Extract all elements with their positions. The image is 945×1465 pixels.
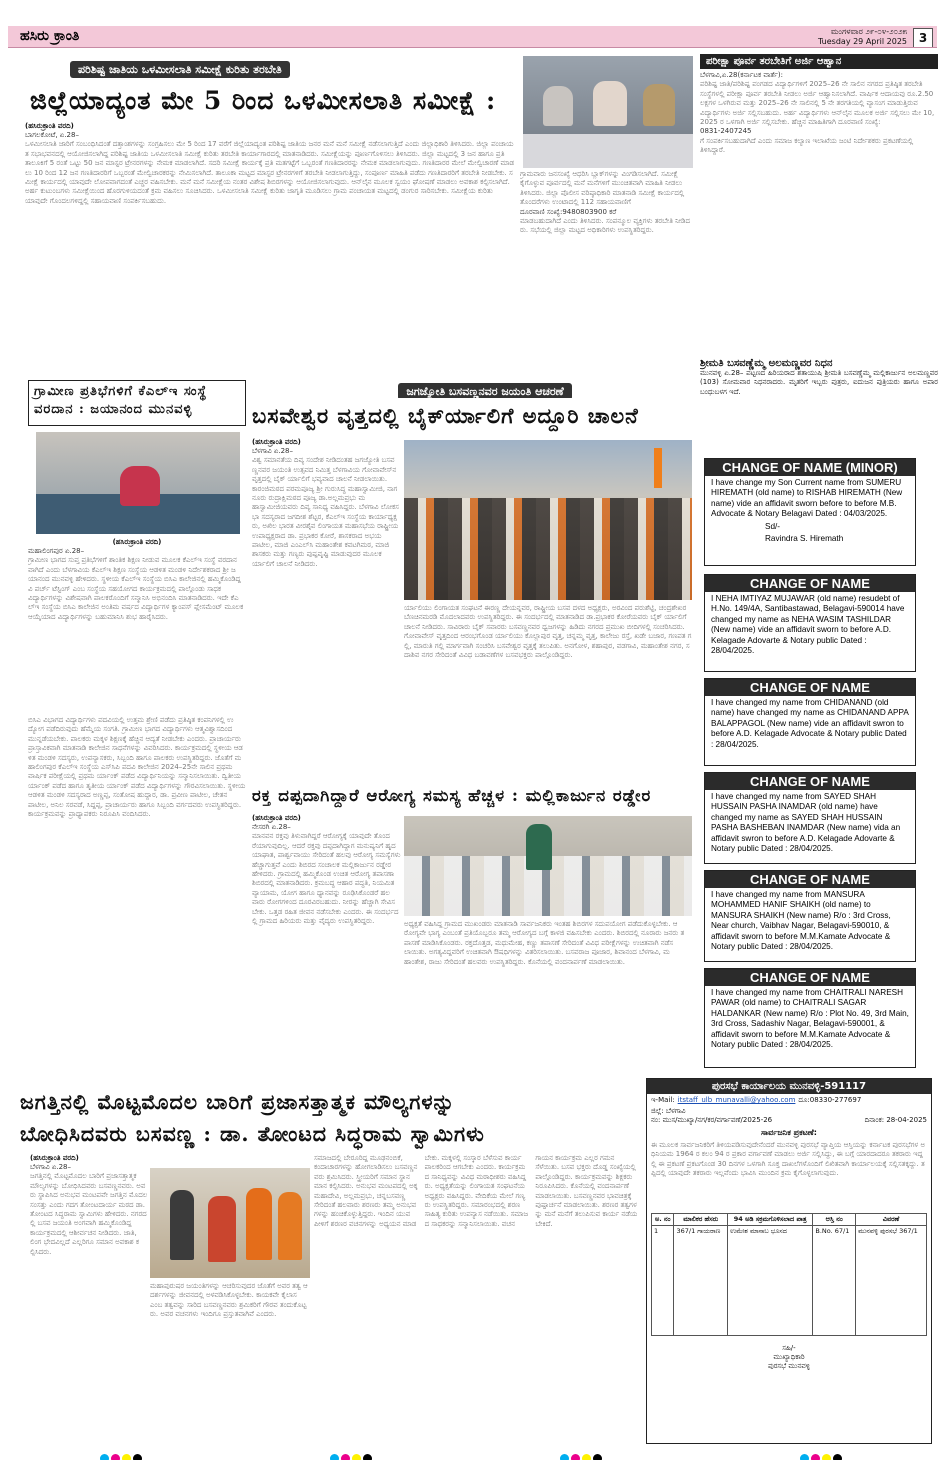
table-cell: B.No. 67/1 xyxy=(813,1226,856,1336)
municipal-date: ದಿನಾಂಕ: 28-04-2025 xyxy=(864,1116,927,1124)
black-dot xyxy=(833,1454,842,1460)
notice-3 xyxy=(704,772,916,864)
blood-headline: ರಕ್ತ ದಪ್ಪದಾಗಿದ್ದಾರೆ ಆರೋಗ್ಯ ಸಮಸ್ಯ ಹೆಚ್ಚಳ : ಮಲ್ಲಿಕಾರ್ಜುನ ರಡ್ಡೇರ xyxy=(252,786,652,805)
cyan-dot xyxy=(560,1454,569,1460)
rural-headline-box xyxy=(28,380,246,426)
table-cell: ಮುನವಳ್ಳಿ ಪುರಸಭೆ 367/1 xyxy=(856,1226,927,1336)
notice-0 xyxy=(704,458,916,566)
notice-title: CHANGE OF NAME xyxy=(705,773,915,790)
registration-marks xyxy=(800,1448,860,1460)
lead-body xyxy=(25,122,515,362)
black-dot xyxy=(133,1454,142,1460)
lead-dateline: ಬಾಗಲಕೋಟೆ, ಏ.28– xyxy=(25,131,79,139)
desk xyxy=(523,134,693,168)
rally-kicker-wrap xyxy=(320,380,650,398)
notice-title: CHANGE OF NAME xyxy=(705,969,915,986)
exam-dateline: ಬೆಳಗಾವಿ,ಏ.28(ಕರ್ನಾಟಕ ವಾರ್ತೆ): xyxy=(700,71,783,79)
basavanna-byline: (ಹಸಿರುಕ್ರಾಂತಿ ವರದಿ) xyxy=(30,1154,79,1162)
masthead-date xyxy=(818,27,907,47)
magenta-dot xyxy=(811,1454,820,1460)
blood-dateline: ನೇಸರಗಿ ಏ.28– xyxy=(252,823,291,831)
person-figure xyxy=(543,86,573,126)
notice-1 xyxy=(704,574,916,672)
table-cell: 367/1 ಗಾಯರಾಣ xyxy=(674,1226,728,1336)
notice-body: I have changed my name from CHIDANAND (old name) have changed my name as CHIDANAND APPA BALAPPAGOL (New name) vide an affidavit swron to before A.D. Kelagade Advocate & Notary public Dated : 28/04/2025. xyxy=(711,698,909,749)
municipal-notice-title: ಸಾರ್ವಜನಿಕ ಪ್ರಕಟಣೆ: xyxy=(761,1128,817,1137)
blood-byline: (ಹಸಿರುಕ್ರಾಂತಿ ವರದಿ) xyxy=(252,814,301,822)
person-figure xyxy=(208,1196,236,1262)
masthead xyxy=(8,26,937,48)
speaker-figure xyxy=(526,824,552,870)
sign-line: ಸಹಿ/- xyxy=(782,1344,796,1352)
lead-kicker: ಪರಿಶಿಷ್ಟ ಜಾತಿಯ ಒಳಮೀಸಲಾತಿ ಸಮೀಕ್ಷೆ ಕುರಿತು ತರಬೇತಿ xyxy=(70,61,290,78)
date-local: ಮಂಗಳವಾರ ೨೯-೦೪-೨೦೨೫ xyxy=(830,27,907,36)
sign-line: ಪುರಸಭೆ ಮುನವಳ್ಳಿ xyxy=(768,1362,810,1370)
black-dot xyxy=(363,1454,372,1460)
rural-text: ಗ್ರಾಮೀಣ ಭಾಗದ ಸುಪ್ತ ಪ್ರತಿಭೆಗಳಿಗೆ ಶಾಂತಿಕ ಶಿಕ್ಷಣ ನೀಡುವ ಮೂಲಕ ಕೆಎಲ್ಇ ಸಂಸ್ಥೆ ವರದಾನವಾಗಿದೆ ಎಂದು ಬೆಳಗಾವಿಯ ಕೆಎಲ್ಇ ಶಿಕ್ಷಣ ಸಂಸ್ಥೆಯ ಆಡಳಿತ ಮಂಡಳಿ ನಿರ್ದೇಶಕರಾದ ಶ್ರೀ ಜಯಾನಂದ ಮುನವಳ್ಳಿ ಹೇಳಿದರು. ಸ್ಥಳೀಯ ಕೆಎಲ್ಇ ಸಂಸ್ಥೆಯ ಬಿಸಿಎ ಕಾಲೇಜಿನಲ್ಲಿ ಹಮ್ಮಿಕೊಂಡಿದ್ದ ವಿ ಪರ್ಚ್ ಟೆಸ್ಟಿಂಗ್ ಎಂಬ ಸಂಸ್ಥೆಯ ಸಹಯೋಗದ ಕಾರ್ಯಕ್ರಮದಲ್ಲಿ ಪಾಲ್ಗೊಂಡು ಸಾಧಕ ವಿದ್ಯಾರ್ಥಿಗಳನ್ನು ವಿಶೇಷವಾಗಿ ಪಾಲಕರೊಂದಿಗೆ ಸನ್ಮಾನಿಸಿ ಅಭಿನಂದಿಸಿ ಮಾತನಾಡಿದರು. ಇದೇ ಕೆಎಲ್ಇ ಸಂಸ್ಥೆಯ ಬಿಸಿಎ ಕಾಲೇಜಿನ ಅಂತಿಮ ವರ್ಷದ ವಿದ್ಯಾರ್ಥಿಗಳ ಕ್ಯಾಂಪಸ್ ಪ್ಲೇಸಮೆಂಟ್ ಮೂಲಕ ಆಯ್ಕೆಯಾದ ವಿದ್ಯಾರ್ಥಿಗಳನ್ನು ಬಹುಮಾನಿಸಿ ಶುಭ ಹಾರೈಸಿದರು. xyxy=(28,556,244,621)
magenta-dot xyxy=(341,1454,350,1460)
person-figure xyxy=(278,1192,302,1260)
notice-body: I NEHA IMTIYAZ MUJAWAR (old name) resudebt of H.No. 149/4A, Santibastawad, Belagavi-590014 have changed my name as NEHA WASIM TASHILDAR (New name) vide an affidavit sworn to before A.D. Kelagade Adovarte & Notary public Dated : 28/04/2025. xyxy=(711,594,905,656)
notice-body: I have changed my name from SAYED SHAH HUSSAIN PASHA INAMDAR (old name) have changed my name as SAYED SHAH HUSSAIN PASHA BASHEBAN INAMDAR (New name) vida an affidavit swron to before A.D. Kelagade Adovarte & Notary public Dated : 28/04/2025. xyxy=(711,792,901,854)
table-header: ಅ. ನಂ xyxy=(652,1214,674,1226)
obit-article xyxy=(700,358,938,450)
person-figure xyxy=(643,84,675,126)
basavanna-body-col3: ಸಮಾಜದಲ್ಲಿ ಬೇರೂರಿದ್ದ ಮೂಢನಂಬಿಕೆ, ಕಂದಾಚಾರಗಳನ್ನು ಹೋಗಲಾಡಿಸಲು ಬಸವಣ್ಣನವರು ಶ್ರಮಿಸಿದರು. ಸ್ತ್ರೀಯರಿಗೆ ಸಮಾನ ಸ್ಥಾನಮಾನ ಕಲ್ಪಿಸಿದರು. ಅನುಭವ ಮಂಟಪದಲ್ಲಿ ಅಕ್ಕಮಹಾದೇವಿ, ಅಲ್ಲಮಪ್ರಭು, ಚನ್ನಬಸವಣ್ಣ ಸೇರಿದಂತೆ ಹಲವಾರು ಶರಣರು ತಮ್ಮ ಅನುಭವಗಳನ್ನು ಹಂಚಿಕೊಳ್ಳುತ್ತಿದ್ದರು. ಇಂದಿನ ಯುವ ಪೀಳಿಗೆ ಶರಣರ ವಚನಗಳನ್ನು ಅಧ್ಯಯನ ಮಾಡಬೇಕು. ಮಕ್ಕಳಲ್ಲಿ ಸಂಸ್ಕಾರ ಬೆಳೆಸುವ ಕಾರ್ಯ ಪಾಲಕರಿಂದ ಆಗಬೇಕು ಎಂದರು. ಕಾರ್ಯಕ್ರಮದ ಸಾನಿಧ್ಯವನ್ನು ವಿವಿಧ ಮಠಾಧೀಶರು ವಹಿಸಿದ್ದರು. ಅಧ್ಯಕ್ಷತೆಯನ್ನು ಲಿಂಗಾಯತ ಸಂಘಟನೆಯ ಅಧ್ಯಕ್ಷರು ವಹಿಸಿದ್ದರು. ವೇದಿಕೆಯ ಮೇಲೆ ಗಣ್ಯರು ಉಪಸ್ಥಿತರಿದ್ದರು. ಸಮಾರಂಭದಲ್ಲಿ ಶರಣ ಸಾಹಿತ್ಯ ಕುರಿತು ಉಪನ್ಯಾಸ ನಡೆಯಿತು. ಸಮಾಜದ ಸಾಧಕರನ್ನು ಸನ್ಮಾನಿಸಲಾಯಿತು. ವಚನ ಗಾಯನ ಕಾರ್ಯಕ್ರಮ ಎಲ್ಲರ ಗಮನ ಸೆಳೆಯಿತು. ಬಸವ ಭಕ್ತರು ದೊಡ್ಡ ಸಂಖ್ಯೆಯಲ್ಲಿ ಪಾಲ್ಗೊಂಡಿದ್ದರು. ಕಾರ್ಯಕ್ರಮವನ್ನು ಶಿಕ್ಷಕರು ನಿರೂಪಿಸಿದರು. ಕೊನೆಯಲ್ಲಿ ವಂದನಾರ್ಪಣೆ ಮಾಡಲಾಯಿತು. ಬಸವಣ್ಣನವರ ಭಾವಚಿತ್ರಕ್ಕೆ ಪುಷ್ಪಾರ್ಚನೆ ಮಾಡಲಾಯಿತು. ಶರಣರ ತತ್ವಗಳನ್ನು ಮನೆ ಮನೆಗೆ ತಲುಪಿಸುವ ಕಾರ್ಯ ನಡೆಯಬೇಕಿದೆ. xyxy=(314,1154,638,1228)
rally-body-col2: ರ್ಯಾಲಿಯು ಲಿಂಗಾಯತ ಸಂಘಟನೆ ಈರಣ್ಣ ದೇಯನ್ನವರ, ರಾಷ್ಟ್ರೀಯ ಬಸವ ದಳದ ಅಧ್ಯಕ್ಷರು, ಅರವಿಂದ ಪರುಶೆಟ್ಟಿ, ಚಂದ್ರಶೇಖರ ಬೆಣಚಿನಮರಡಿ ಮೊದಲಾದವರು ಉಪಸ್ಥಿತರಿದ್ದರು. ಈ ಸಂದರ್ಭದಲ್ಲಿ ಮಾತನಾಡಿದ ಡಾ.ಪ್ರಭಾಕರ ಕೋರೆಯವರು ಬೈಕ್ ರ್ಯಾಲಿಗೆ ಚಾಲನೆ ನೀಡಿದರು. ಸಾವಿರಾರು ಬೈಕ್ ಸವಾರರು ಬಸವಣ್ಣನವರ ಧ್ವಜಗಳನ್ನು ಹಿಡಿದು ನಗರದ ಪ್ರಮುಖ ಬೀದಿಗಳಲ್ಲಿ ಸಂಚರಿಸಿದರು. ಗೋವಾವೇಸ್ ವೃತ್ತದಿಂದ ಆರಂಭಗೊಂಡ ರ್ಯಾಲಿಯು ಕೊಲ್ಲಾಪುರ ವೃತ್ತ, ಚನ್ನಮ್ಮ ವೃತ್ತ, ಕಾಲೇಜು ರಸ್ತೆ, ಖಡೇ ಬಜಾರ, ಗಣಪತ ಗಲ್ಲಿ, ಮಾರುತಿ ಗಲ್ಲಿ ಮಾರ್ಗವಾಗಿ ಸಂಚರಿಸಿ ಬಸವೇಶ್ವರ ವೃತ್ತಕ್ಕೆ ತಲುಪಿತು. ಅನಗೋಳ, ಶಹಾಪುರ, ವಡಗಾವಿ, ಮಹಾಂತೇಶ ನಗರ, ಸದಾಶಿವ ನಗರ ಸೇರಿದಂತೆ ವಿವಿಧ ಬಡಾವಣೆಗಳ ಬಸವಭಕ್ತರು ಪಾಲ್ಗೊಂಡಿದ್ದರು. xyxy=(404,604,692,660)
exam-phone: 0831-2407245 xyxy=(700,127,752,136)
person-figure xyxy=(593,81,627,126)
blood-body-col1: (ಹಸಿರುಕ್ರಾಂತಿ ವರದಿ) ನೇಸರಗಿ ಏ.28– ಮಾನವನ ರಕ್ತವು ತಿಳುವಾಗಿದ್ದರೆ ಆರೋಗ್ಯಕ್ಕೆ ಯಾವುದೇ ತೊಂದರೆಯಾಗುವುದಿಲ್ಲ. ಆದರೆ ರಕ್ತವು ದಪ್ಪದಾಗಿದ್ದಾಗ ಮನುಷ್ಯನಿಗೆ ಹೃದಯಾಘಾತ, ಪಾರ್ಶ್ವವಾಯು ಸೇರಿದಂತೆ ಹಲವು ಆರೋಗ್ಯ ಸಮಸ್ಯೆಗಳು ಹೆಚ್ಚಾಗುತ್ತವೆ ಎಂದು ಶಿಬಿರದ ಸಂಚಾಲಕ ಮಲ್ಲಿಕಾರ್ಜುನ ರಡ್ಡೇರ ಹೇಳಿದರು. ಗ್ರಾಮದಲ್ಲಿ ಹಮ್ಮಿಕೊಂಡ ಉಚಿತ ಆರೋಗ್ಯ ತಪಾಸಣಾ ಶಿಬಿರದಲ್ಲಿ ಮಾತನಾಡಿದರು. ಕ್ರಮಬದ್ಧ ಆಹಾರ ಪದ್ಧತಿ, ನಿಯಮಿತ ವ್ಯಾಯಾಮ, ಯೋಗ ಹಾಗೂ ಧ್ಯಾನವನ್ನು ರೂಢಿಸಿಕೊಂಡರೆ ಹಲವಾರು ರೋಗಗಳಿಂದ ದೂರವಿರಬಹುದು. ನೀರನ್ನು ಹೆಚ್ಚಾಗಿ ಸೇವಿಸಬೇಕು. ಒತ್ತಡ ರಹಿತ ಜೀವನ ನಡೆಸಬೇಕು ಎಂದರು. ಈ ಸಂದರ್ಭದಲ್ಲಿ ಗ್ರಾಮದ ಹಿರಿಯರು ಮತ್ತು ವೈದ್ಯರು ಉಪಸ್ಥಿತರಿದ್ದರು. xyxy=(252,814,401,926)
municipal-table xyxy=(651,1213,927,1336)
rural-body xyxy=(28,538,246,716)
municipal-text: ಈ ಮೂಲಕ ಸಾರ್ವಜನಿಕರಿಗೆ ತಿಳಿಯಪಡಿಸುವುದೇನೆಂದರೆ ಮುನವಳ್ಳಿ ಪುರಸಭೆ ವ್ಯಾಪ್ತಿಯ ಆಸ್ತಿಯನ್ನು ಕರ್ನಾಟಕ ಪುರಸಭೆಗಳ ಅಧಿನಿಯಮ 1964 ರ ಕಲಂ 94 ರ ಪ್ರಕಾರ ವರ್ಗಾವಣೆ ಮಾಡಲು ಅರ್ಜಿ ಸಲ್ಲಿಸಿದ್ದು, ಈ ಬಗ್ಗೆ ಯಾರದಾದರೂ ತಕರಾರು ಇದ್ದಲ್ಲಿ ಈ ಪ್ರಕಟಣೆ ಪ್ರಕಟಗೊಂಡ 30 ದಿನಗಳ ಒಳಗಾಗಿ ಸೂಕ್ತ ದಾಖಲೆಗಳೊಂದಿಗೆ ಲಿಖಿತವಾಗಿ ಕಾರ್ಯಾಲಯಕ್ಕೆ ಸಲ್ಲಿಸತಕ್ಕದ್ದು. ತಪ್ಪಿದಲ್ಲಿ ಯಾವುದೇ ತಕರಾರು ಇಲ್ಲವೆಂದು ಭಾವಿಸಿ ಮುಂದಿನ ಕ್ರಮ ಕೈಗೊಳ್ಳಲಾಗುವುದು. xyxy=(651,1141,926,1178)
table-header: ವಿವರಣೆ xyxy=(856,1214,927,1226)
registration-marks xyxy=(560,1448,620,1460)
person-figure xyxy=(246,1188,272,1260)
municipal-notice xyxy=(646,1078,932,1444)
cyan-dot xyxy=(330,1454,339,1460)
masthead-title: ಹಸಿರು ಕ್ರಾಂತಿ xyxy=(20,28,80,44)
obit-headline: ಶ್ರೀಮತಿ ಬಸವಣ್ಣೆಮ್ಮ ಅಲಮಣ್ಣವರ ನಿಧನ xyxy=(700,358,833,369)
exam-article: ಪರೀಕ್ಷಾ ಪೂರ್ವ ತರಬೇತಿಗೆ ಅರ್ಜಿ ಆಹ್ವಾನ ಬೆಳಗಾವಿ,ಏ.28(ಕರ್ನಾಟಕ ವಾರ್ತೆ): ಪರಿಶಿಷ್ಟ ಜಾತಿ/ಪರಿಶಿಷ್ಟ ಪಂಗಡದ ವಿದ್ಯಾರ್ಥಿಗಳಿಗೆ 2025–26 ನೇ ಸಾಲಿನ ನಗರದ ಪ್ರತಿಷ್ಠಿತ ತರಬೇತಿ ಸಂಸ್ಥೆಗಳಲ್ಲಿ ಪರೀಕ್ಷಾ ಪೂರ್ವ ತರಬೇತಿ ನೀಡಲು ಅರ್ಜಿ ಆಹ್ವಾನಿಸಲಾಗಿದೆ. ವಾರ್ಷಿಕ ಆದಾಯವು ರೂ.2.50 ಲಕ್ಷಗಳ ಒಳಗಿರುವ ಮತ್ತು 2025–26 ನೇ ಸಾಲಿನಲ್ಲಿ 5 ನೇ ತರಗತಿಯಲ್ಲಿ ವ್ಯಾಸಂಗ ಮಾಡುತ್ತಿರುವ ವಿದ್ಯಾರ್ಥಿಗಳು ಅರ್ಜಿ ಸಲ್ಲಿಸಬಹುದು. ಅರ್ಹ ವಿದ್ಯಾರ್ಥಿಗಳು ಆನ್‌ಲೈನ ಮೂಲಕ ಅರ್ಜಿ ಸಲ್ಲಿಸಲು ಮೇ 10, 2025 ರ ಒಳಗಾಗಿ ಅರ್ಜಿ ಸಲ್ಲಿಸಬೇಕು. ಹೆಚ್ಚಿನ ಮಾಹಿತಿಗಾಗಿ ದೂರವಾಣಿ ಸಂಖ್ಯೆ: 0831-2407245 ಗೆ ಸಂಪರ್ಕಿಸಬಹುದಾಗಿದೆ ಎಂದು ಸಮಾಜ ಕಲ್ಯಾಣ ಇಲಾಖೆಯ ಜಂಟಿ ನಿರ್ದೇಶಕರು ಪ್ರಕಟಣೆಯಲ್ಲಿ ತಿಳಿಸಿದ್ದಾರೆ. xyxy=(700,54,938,354)
rally-dateline: ಬೆಳಗಾವಿ ಏ.28– xyxy=(252,447,294,455)
email-link[interactable]: itstaff_ulb_munavalli@yahoo.com xyxy=(677,1096,796,1104)
municipal-ref: ನಂ: ಮುಸ/ಮುಖ್ಯಾ/ನಗ/ಕರ/ವರ್ಗಾವಣೆ/2025-26 xyxy=(651,1116,773,1124)
basavanna-photo xyxy=(150,1168,310,1278)
notice-body: I have changed my name from CHAITRALI NARESH PAWAR (old name) to CHAITRALI SAGAR HALDANKAR (New name) R/o : Plot No. 49, 3rd Main, 3rd Cross, Sadashiv Nagar, Belagavi-590001, & affidavit sworn to before M.M.Kamate Advocate & Notary public Dated : 28/04/2025. xyxy=(711,988,909,1050)
notice-sign: Sd/- xyxy=(765,521,781,531)
blood-photo xyxy=(404,816,692,916)
table-cell: ಉಮೇಶ ಮಾಸಾಬ ಭೂಸದ xyxy=(728,1226,813,1336)
notice-signer: Ravindra S. Hiremath xyxy=(765,534,844,544)
notice-title: CHANGE OF NAME (MINOR) xyxy=(705,459,915,476)
lead-headline: ಜಿಲ್ಲೆಯಾದ್ಯಂತ ಮೇ 5 ರಿಂದ ಒಳಮೀಸಲಾತಿ ಸಮೀಕ್ಷೆ : xyxy=(30,86,497,115)
rally-kicker: ಜಗಜ್ಯೋತಿ ಬಸವಣ್ಣನವರ ಜಯಂತಿ ಆಚರಣೆ xyxy=(398,383,571,398)
rural-headline2: ವರದಾನ : ಜಯಾನಂದ ಮುನವಳ್ಳಿ xyxy=(34,402,193,417)
obit-text: ಮುನವಳ್ಳಿ ಏ.28– ಪಟ್ಟಣದ ಹಿರಿಯರಾದ ಶತಾಯುಷಿ ಶ್ರೀಮತಿ ಬಸವಣ್ಣೆಮ್ಮ ಮಲ್ಲಿಕಾರ್ಜುನ ಅಲಮಣ್ಣವರ (103) ಸೋಮವಾರ ನಿಧನರಾದರು. ಮೃತರಿಗೆ ಇಬ್ಬರು ಪುತ್ರರು, ಐದುಜನ ಪುತ್ರಿಯರು ಹಾಗೂ ಅಪಾರ ಬಂಧುಬಳಗ ಇದೆ. xyxy=(700,369,938,396)
notice-5 xyxy=(704,968,916,1068)
lead-byline: (ಹಸಿರುಕ್ರಾಂತಿ ವರದಿ) xyxy=(25,122,74,130)
magenta-dot xyxy=(111,1454,120,1460)
rally-headline: ಬಸವೇಶ್ವರ ವೃತ್ತದಲ್ಲಿ ಬೈಕ್‌ರ್ಯಾಲಿಗೆ ಅದ್ದೂರಿ ಚಾಲನೆ xyxy=(252,403,639,428)
cyan-dot xyxy=(100,1454,109,1460)
municipal-ref-row xyxy=(647,1116,931,1125)
notice-title: CHANGE OF NAME xyxy=(705,871,915,888)
basavanna-dateline: ಬೆಳಗಾವಿ ಏ.28– xyxy=(30,1163,72,1171)
yellow-dot xyxy=(582,1454,591,1460)
notice-body: I have changed my name from MANSURA MOHAMMED HANIF SHAIKH (old name) to MANSURA SHAIKH (New name) R/o : 3rd Cross, Near church, Vaibhav Nagar, Belagavi-590010, & affidavit sworn to before M.M.Kamate Advocate & Notary public Dated : 28/04/2025. xyxy=(711,890,891,952)
notice-body: I have change my Son Current name from SUMERU HIREMATH (old name) to RISHAB HIREMATH (New name) vide an affidavit sworn before to before M.B. Advocate & Notary Belagavi Dated : 04/03/2025. xyxy=(711,478,903,519)
exam-headline: ಪರೀಕ್ಷಾ ಪೂರ್ವ ತರಬೇತಿಗೆ ಅರ್ಜಿ ಆಹ್ವಾನ xyxy=(700,54,938,69)
registration-marks xyxy=(330,1448,390,1460)
municipal-district: ಜಿಲ್ಲೆ: ಬೆಳಗಾವಿ xyxy=(651,1107,686,1115)
table-row xyxy=(652,1226,927,1336)
table-header: ಮಾಲಿಕರ ಹೆಸರು xyxy=(674,1214,728,1226)
magenta-dot xyxy=(571,1454,580,1460)
yellow-dot xyxy=(352,1454,361,1460)
email-label: ಇ-Mail: xyxy=(651,1096,675,1104)
notice-title: CHANGE OF NAME xyxy=(705,575,915,592)
rural-byline: (ಹಸಿರುಕ್ರಾಂತಿ ವರದಿ) xyxy=(112,538,162,546)
flag xyxy=(654,448,662,488)
lead-kicker-wrap xyxy=(70,58,450,78)
lead-body-col2: ಗ್ರಾಮವಾರು ಜನಸಂಖ್ಯೆ ಆಧರಿಸಿ ಬ್ಲಾಕ್‌ಗಳನ್ನು ವಿಂಗಡಿಸಲಾಗಿದೆ. ಸಮೀಕ್ಷೆ ಕೈಗೊಳ್ಳುವ ಪೂರ್ವದಲ್ಲಿ ಮನೆ ಮನೆಗಳಿಗೆ ಮುಂಚಿತವಾಗಿ ಮಾಹಿತಿ ನೀಡಲು ತಿಳಿಸಿದರು. ಜಿಲ್ಲಾ ಪೊಲೀಸ ವರಿಷ್ಠಾಧಿಕಾರಿ ಮಾತನಾಡಿ ಸಮೀಕ್ಷೆ ಕಾರ್ಯದಲ್ಲಿ ತೊಂದರೆಗಳು ಉಂಟಾದಲ್ಲಿ 112 ಸಹಾಯವಾಣಿಗೆ ದೂರವಾಣಿ ಸಂಖ್ಯೆ:9480803900 ಕರೆ ಮಾಡಬಹುದಾಗಿದೆ ಎಂದು ತಿಳಿಸಿದರು. ಸಂಪನ್ಮೂಲ ವ್ಯಕ್ತಿಗಳು ತರಬೇತಿ ನೀಡಿದರು. ಸಭೆಯಲ್ಲಿ ಜಿಲ್ಲಾ ಮಟ್ಟದ ಅಧಿಕಾರಿಗಳು ಉಪಸ್ಥಿತರಿದ್ದರು. xyxy=(520,170,692,360)
rally-byline: (ಹಸಿರುಕ್ರಾಂತಿ ವರದಿ) xyxy=(252,438,301,446)
cyan-dot xyxy=(800,1454,809,1460)
table-header: ಆಸ್ತಿ ನಂ xyxy=(813,1214,856,1226)
basavanna-body-col2: ಮಹಾಪುರುಷರ ಜಯಂತಿಗಳನ್ನು ಆಚರಿಸುವುದರ ಜೊತೆಗೆ ಅವರ ತತ್ವ ಆದರ್ಶಗಳನ್ನು ಜೀವನದಲ್ಲಿ ಅಳವಡಿಸಿಕೊಳ್ಳಬೇಕು. ಕಾಯಕವೇ ಕೈಲಾಸ ಎಂಬ ತತ್ವವನ್ನು ಸಾರಿದ ಬಸವಣ್ಣನವರು ಶ್ರಮಿಕರಿಗೆ ಗೌರವ ತಂದುಕೊಟ್ಟರು. ಅವರ ವಚನಗಳು ಇಂದಿಗೂ ಪ್ರಸ್ತುತವಾಗಿವೆ ಎಂದರು. xyxy=(150,1282,308,1319)
yellow-dot xyxy=(822,1454,831,1460)
black-dot xyxy=(593,1454,602,1460)
rural-body-cont: ಬಿಸಿಎ ವಿಭಾಗದ ವಿದ್ಯಾರ್ಥಿಗಳು ಪದವಿಯಲ್ಲಿ ಉತ್ತಮ ಶ್ರೇಣಿ ಪಡೆದು ಪ್ರತಿಷ್ಠಿತ ಕಂಪನಿಗಳಲ್ಲಿ ಉದ್ಯೋಗ ಪಡೆದಿರುವುದು ಹೆಮ್ಮೆಯ ಸಂಗತಿ. ಗ್ರಾಮೀಣ ಭಾಗದ ವಿದ್ಯಾರ್ಥಿಗಳು ಆತ್ಮವಿಶ್ವಾಸದಿಂದ ಮುನ್ನಡೆಯಬೇಕು. ಪಾಲಕರು ಮಕ್ಕಳ ಶಿಕ್ಷಣಕ್ಕೆ ಹೆಚ್ಚಿನ ಆದ್ಯತೆ ನೀಡಬೇಕು ಎಂದರು. ಪ್ರಾಚಾರ್ಯರು ಪ್ರಾಸ್ತಾವಿಕವಾಗಿ ಮಾತನಾಡಿ ಕಾಲೇಜಿನ ಸಾಧನೆಗಳನ್ನು ವಿವರಿಸಿದರು. ಕಾರ್ಯಕ್ರಮದಲ್ಲಿ ಸ್ಥಳೀಯ ಆಡಳಿತ ಮಂಡಳಿ ಸದಸ್ಯರು, ಉಪನ್ಯಾಸಕರು, ಸಿಬ್ಬಂದಿ ಹಾಗೂ ಪಾಲಕರು ಉಪಸ್ಥಿತರಿದ್ದರು. ಜೊತೆಗೆ ಮಹಾಲಿಂಗಪುರ ಕೆಎಲ್ಇ ಸಂಸ್ಥೆಯ ಎಸ್‌ಸಿಪಿ ಪದವಿ ಕಾಲೇಜಿನ 2024–25ನೇ ಸಾಲಿನ ಪ್ರಥಮ ವಾರ್ಷಿಕ ಪರೀಕ್ಷೆಯಲ್ಲಿ ಪ್ರಥಮ ರ್ಯಾಂಕ್ ಪಡೆದ ವಿದ್ಯಾರ್ಥಿನಿಯನ್ನು ಸನ್ಮಾನಿಸಲಾಯಿತು. ದ್ವಿತೀಯ ರ್ಯಾಂಕ್ ಪಡೆದ ಹಾಗೂ ತೃತೀಯ ರ್ಯಾಂಕ್ ಪಡೆದ ವಿದ್ಯಾರ್ಥಿಗಳನ್ನು ಗೌರವಿಸಲಾಯಿತು. ಸ್ಥಳೀಯ ಆಡಳಿತ ಮಂಡಳಿ ಸದಸ್ಯರಾದ ಅಣ್ಣಪ್ಪ, ಸಂತೋಷ ಹುದ್ದಾರ, ಡಾ. ಪ್ರವೀಣ ಪಾಟೀಲ, ಚೇತನ ಪಾಟೀಲ, ಅನಿಲ ಸರವಡೆ, ಸಿದ್ದಪ್ಪ, ಪ್ರಾಚಾರ್ಯರು ಹಾಗೂ ಸಿಬ್ಬಂದಿ ವರ್ಗದವರು ಉಪಸ್ಥಿತರಿದ್ದರು. ಕಾರ್ಯಕ್ರಮವನ್ನು ಪ್ರಾಧ್ಯಾಪಕರು ನಿರೂಪಿಸಿ ವಂದಿಸಿದರು. xyxy=(28,716,246,819)
page-number: 3 xyxy=(913,28,933,48)
rally-photo xyxy=(404,440,692,600)
table-header-row xyxy=(652,1214,927,1226)
person-figure xyxy=(120,466,160,506)
lead-photo xyxy=(523,56,693,168)
sign-line: ಮುಖ್ಯಾಧಿಕಾರಿ xyxy=(773,1353,805,1361)
registration-marks xyxy=(100,1448,160,1460)
lead-phone: ದೂರವಾಣಿ ಸಂಖ್ಯೆ:9480803900 ಕರೆ xyxy=(520,207,617,216)
municipal-title: ಪುರಸಭೆ ಕಾರ್ಯಾಲಯ ಮುನವಳ್ಳಿ-591117 xyxy=(647,1079,931,1094)
municipal-contact xyxy=(647,1094,931,1107)
basavanna-headline2: ಬೋಧಿಸಿದವರು ಬಸವಣ್ಣ : ಡಾ. ತೋಂಟದ ಸಿದ್ಧರಾಮ ಸ್ವಾಮಿಗಳು xyxy=(20,1122,485,1146)
municipal-phone: ದೂ:08330-277697 xyxy=(798,1096,862,1104)
exam-text: ಪರಿಶಿಷ್ಟ ಜಾತಿ/ಪರಿಶಿಷ್ಟ ಪಂಗಡದ ವಿದ್ಯಾರ್ಥಿಗಳಿಗೆ 2025–26 ನೇ ಸಾಲಿನ ನಗರದ ಪ್ರತಿಷ್ಠಿತ ತರಬೇತಿ ಸಂಸ್ಥೆಗಳಲ್ಲಿ ಪರೀಕ್ಷಾ ಪೂರ್ವ ತರಬೇತಿ ನೀಡಲು ಅರ್ಜಿ ಆಹ್ವಾನಿಸಲಾಗಿದೆ. ವಾರ್ಷಿಕ ಆದಾಯವು ರೂ.2.50 ಲಕ್ಷಗಳ ಒಳಗಿರುವ ಮತ್ತು 2025–26 ನೇ ಸಾಲಿನಲ್ಲಿ 5 ನೇ ತರಗತಿಯಲ್ಲಿ ವ್ಯಾಸಂಗ ಮಾಡುತ್ತಿರುವ ವಿದ್ಯಾರ್ಥಿಗಳು ಅರ್ಜಿ ಸಲ್ಲಿಸಬಹುದು. ಅರ್ಹ ವಿದ್ಯಾರ್ಥಿಗಳು ಆನ್‌ಲೈನ ಮೂಲಕ ಅರ್ಜಿ ಸಲ್ಲಿಸಲು ಮೇ 10, 2025 ರ ಒಳಗಾಗಿ ಅರ್ಜಿ ಸಲ್ಲಿಸಬೇಕು. ಹೆಚ್ಚಿನ ಮಾಹಿತಿಗಾಗಿ ದೂರವಾಣಿ ಸಂಖ್ಯೆ: xyxy=(700,80,935,127)
rural-headline1: ಗ್ರಾಮೀಣ ಪ್ರತಿಭೆಗಳಿಗೆ ಕೆಎಲ್ಇ ಸಂಸ್ಥೆ xyxy=(34,384,208,399)
notice-4 xyxy=(704,870,916,962)
person-figure xyxy=(170,1190,194,1260)
rally-body-col1: (ಹಸಿರುಕ್ರಾಂತಿ ವರದಿ) ಬೆಳಗಾವಿ ಏ.28– ವಿಶ್ವ ಸಮಾನತೆಯ ದಿವ್ಯ ಸಂದೇಶ ನೀಡಿದಂತಹ ಜಗಜ್ಯೋತಿ ಬಸವಣ್ಣನವರ ಜಯಂತಿ ಉತ್ಸವದ ನಿಮಿತ್ತ ಬೆಳಗಾವಿಯ ಗೋವಾವೇಸ್‌ನ ವೃತ್ತದಲ್ಲಿ ಬೈಕ್ ರ್ಯಾಲಿಗೆ ಭವ್ಯವಾದ ಚಾಲನೆ ನೀಡಲಾಯಿತು. ಕಾರಂಜಿಮಠದ ಪರಮಪೂಜ್ಯ ಶ್ರೀ ಗುರುಸಿದ್ಧ ಮಹಾಸ್ವಾಮೀಜಿ, ನಾಗನೂರು ರುದ್ರಾಕ್ಷಿಮಠದ ಪೂಜ್ಯ ಡಾ.ಅಲ್ಲಮಪ್ರಭು ಮಹಾಸ್ವಾಮೀಜಿಯವರು ದಿವ್ಯ ಸಾನಿಧ್ಯ ವಹಿಸಿದ್ದರು. ಬೆಳಗಾವಿ ಲೋಕಸಭಾ ಸದಸ್ಯರಾದ ಜಗದೀಶ ಶೆಟ್ಟರ, ಕೆಎಲ್ಇ ಸಂಸ್ಥೆಯ ಕಾರ್ಯಾಧ್ಯಕ್ಷರು, ಅಖಿಲ ಭಾರತ ವೀರಶೈವ ಲಿಂಗಾಯತ ಮಹಾಸಭೆಯ ರಾಷ್ಟ್ರೀಯ ಉಪಾಧ್ಯಕ್ಷರಾದ ಡಾ. ಪ್ರಭಾಕರ ಕೋರೆ, ಶಾಸಕರಾದ ಅಭಯ ಪಾಟೀಲ, ಮಾಜಿ ಎಂಎಲ್‌ಸಿ ಮಹಾಂತೇಶ ಕವಟಗಿಮಠ, ಮಾಜಿ ಶಾಸಕರು ಮತ್ತು ಗಣ್ಯರು ಪುಷ್ಪವೃಷ್ಟಿ ಮಾಡುವುದರ ಮೂಲಕ ರ್ಯಾಲಿಗೆ ಚಾಲನೆ ನೀಡಿದರು. xyxy=(252,438,399,568)
date-en: Tuesday 29 April 2025 xyxy=(818,37,907,46)
rural-photo xyxy=(36,432,240,534)
basavanna-headline1: ಜಗತ್ತಿನಲ್ಲಿ ಮೊಟ್ಟಮೊದಲ ಬಾರಿಗೆ ಪ್ರಜಾಸತ್ತಾತ್ಮಕ ಮೌಲ್ಯಗಳನ್ನು xyxy=(20,1090,456,1114)
notice-2 xyxy=(704,678,916,766)
basavanna-body-col1: (ಹಸಿರುಕ್ರಾಂತಿ ವರದಿ) ಬೆಳಗಾವಿ ಏ.28– ಜಗತ್ತಿನಲ್ಲಿ ಮೊಟ್ಟಮೊದಲ ಬಾರಿಗೆ ಪ್ರಜಾಸತ್ತಾತ್ಮಕ ಮೌಲ್ಯಗಳನ್ನು ಬೋಧಿಸಿದವರು ಬಸವಣ್ಣನವರು. ಅವರು ಸ್ಥಾಪಿಸಿದ ಅನುಭವ ಮಂಟಪವೇ ಜಗತ್ತಿನ ಮೊದಲ ಸಂಸತ್ತು ಎಂದು ಗದಗ ತೋಂಟದಾರ್ಯ ಮಠದ ಡಾ. ತೋಂಟದ ಸಿದ್ಧರಾಮ ಸ್ವಾಮಿಗಳು ಹೇಳಿದರು. ನಗರದಲ್ಲಿ ಬಸವ ಜಯಂತಿ ಅಂಗವಾಗಿ ಹಮ್ಮಿಕೊಂಡಿದ್ದ ಕಾರ್ಯಕ್ರಮದಲ್ಲಿ ಆಶೀರ್ವಚನ ನೀಡಿದರು. ಜಾತಿ, ಲಿಂಗ ಭೇದವಿಲ್ಲದೆ ಎಲ್ಲರಿಗೂ ಸಮಾನ ಅವಕಾಶ ಕಲ್ಪಿಸಿದರು. xyxy=(30,1154,148,1256)
crowd xyxy=(404,498,692,600)
municipal-signature xyxy=(647,1344,931,1371)
yellow-dot xyxy=(122,1454,131,1460)
rural-dateline: ಮಹಾಲಿಂಗಪುರ ಏ.28– xyxy=(28,547,85,555)
blood-body-col2: ಅಧ್ಯಕ್ಷತೆ ವಹಿಸಿದ್ದ ಗ್ರಾಮದ ಮುಖಂಡರು ಮಾತನಾಡಿ ಸಾರ್ವಜನಿಕರು ಇಂತಹ ಶಿಬಿರಗಳ ಸದುಪಯೋಗ ಪಡೆದುಕೊಳ್ಳಬೇಕು. ಆರೋಗ್ಯವೇ ಭಾಗ್ಯ ಎಂಬಂತೆ ಪ್ರತಿಯೊಬ್ಬರೂ ತಮ್ಮ ಆರೋಗ್ಯದ ಬಗ್ಗೆ ಕಾಳಜಿ ವಹಿಸಬೇಕು ಎಂದರು. ಶಿಬಿರದಲ್ಲಿ ನೂರಾರು ಜನರು ತಪಾಸಣೆ ಮಾಡಿಸಿಕೊಂಡರು. ರಕ್ತದೊತ್ತಡ, ಮಧುಮೇಹ, ಕಣ್ಣು ತಪಾಸಣೆ ಸೇರಿದಂತೆ ವಿವಿಧ ಪರೀಕ್ಷೆಗಳನ್ನು ಉಚಿತವಾಗಿ ನಡೆಸಲಾಯಿತು. ಅಗತ್ಯವಿದ್ದವರಿಗೆ ಉಚಿತವಾಗಿ ಔಷಧಿಗಳನ್ನು ವಿತರಿಸಲಾಯಿತು. ಬಸವರಾಜ ಪೂಜಾರ, ಶಿವಾನಂದ ಬೆಳಗಾವಿ, ಮಹಾಂತೇಶ, ರಾಜು ಸೇರಿದಂತೆ ಹಲವರು ಉಪಸ್ಥಿತರಿದ್ದರು. ಕೊನೆಯಲ್ಲಿ ವಂದನಾರ್ಪಣೆ ಮಾಡಲಾಯಿತು. xyxy=(404,920,685,966)
municipal-table-wrap xyxy=(647,1211,931,1338)
notice-title: CHANGE OF NAME xyxy=(705,679,915,696)
table-header: 94 ಅಡಿ ಸಕ್ರಮಗೊಳಿಸಲಾದ ಪಾತ್ರ xyxy=(728,1214,813,1226)
table-cell: 1 xyxy=(652,1226,674,1336)
lead-text: ಒಳಮೀಸಲಾತಿ ಜಾರಿಗೆ ಸಂಬಂಧಿಸಿದಂತೆ ದತ್ತಾಂಶಗಳನ್ನು ಸಂಗ್ರಹಿಸಲು ಮೇ 5 ರಿಂದ 17 ವರೆಗೆ ಜಿಲ್ಲೆಯಾದ್ಯಂತ ಪರಿಶಿಷ್ಟ ಜಾತಿಯ ಜನರ ಮನೆ ಮನೆ ಸಮೀಕ್ಷೆ ನಡೆಸಲಾಗುತ್ತಿದೆ ಎಂದು ಜಿಲ್ಲಾಧಿಕಾರಿ ತಿಳಿಸಿದರು. ಜಿಲ್ಲಾ ಪಂಚಾಯತ ಸಭಾಭವನದಲ್ಲಿ ಆಯೋಜಿಸಲಾಗಿದ್ದ ಪರಿಶಿಷ್ಟ ಜಾತಿಯ ಒಳಮೀಸಲಾತಿ ಸಮೀಕ್ಷೆ ಕುರಿತು ತರಬೇತಿ ಕಾರ್ಯಾಗಾರದಲ್ಲಿ ಮಾತನಾಡಿದರು. ಸಮೀಕ್ಷೆಯನ್ನು ಪೂರ್ಣಗೊಳಿಸಲು ತಿಳಿಸಿದರು. ಜಿಲ್ಲಾ ಮಟ್ಟದಲ್ಲಿ 3 ಜನ ಹಾಗೂ ಪ್ರತಿ ತಾಲೂಕಿಗೆ 5 ರಂತೆ ಒಟ್ಟು 50 ಜನ ಮಾಸ್ಟರ ಟ್ರೇನರಗಳನ್ನು ನೇಮಕ ಮಾಡಲಾಗಿದೆ. ಸದರಿ ಸಮೀಕ್ಷೆ ಕಾರ್ಯಕ್ಕೆ ಪ್ರತಿ ಮತಗಟ್ಟೆಗೆ ಒಬ್ಬರಂತೆ ಗಣತಿದಾರರನ್ನು ನೇಮಕ ಮಾಡಲಾಗುವುದು. ಗಣತಿದಾರರ ಮೇಲೆ ಮೇಲ್ವಿಚಾರಣೆ ಮಾಡಲು 10 ರಿಂದ 12 ಜನ ಗಣತಿದಾರರಿಗೆ ಒಬ್ಬರಂತೆ ಮೇಲ್ವಿಚಾರಕರನ್ನು ನೇಮಿಸಲಾಗಿದೆ. ತಾಲೂಕಾ ಮಟ್ಟದ ಮಾಸ್ಟರ ಟ್ರೇನರಗಳಿಗೆ ತರಬೇತಿ ನೀಡಲಾಗುತ್ತಿದ್ದು, ಸಂಪೂರ್ಣ ಮಾಹಿತಿ ಪಡೆದು ಗಣತಿದಾರರಿಗೆ ತರಬೇತಿ ನೀಡಬೇಕು. ಸಮೀಕ್ಷೆ ಕಾರ್ಯದಲ್ಲಿ ಯಾವುದೇ ಲೋಪವಾಗದಂತೆ ಎಚ್ಚರ ವಹಿಸಬೇಕು. ಮನೆ ಮನೆ ಸಮೀಕ್ಷೆಯ ನಂತರ ವಿಶೇಷ ಶಿಬಿರಗಳನ್ನು ಆಯೋಜಿಸಲಾಗುವುದು. ಆನ್‌ಲೈನ ಮೂಲಕ ಸ್ವಯಂ ಘೋಷಣೆ ಮಾಡಲು ಅವಕಾಶ ಕಲ್ಪಿಸಲಾಗಿದೆ. ಅರ್ಹ ಕುಟುಂಬಗಳು ಸಮೀಕ್ಷೆಯಿಂದ ಹೊರಗುಳಿಯದಂತೆ ಕ್ರಮ ವಹಿಸಲು ಸೂಚಿಸಿದರು. ಒಳಮೀಸಲಾತಿ ಸಮೀಕ್ಷೆ ಕುರಿತು ಜಾಗೃತಿ ಮೂಡಿಸಲು ಗ್ರಾಮ ಪಂಚಾಯತ ಮಟ್ಟದಲ್ಲಿ ಡಂಗುರ ಸಾರಿಸಬೇಕು. ಸಮೀಕ್ಷೆಯ ಕುರಿತು ಯಾವುದೇ ಗೊಂದಲಗಳಿದ್ದಲ್ಲಿ ಸಹಾಯವಾಣಿ ಸಂಪರ್ಕಿಸಬಹುದು. xyxy=(25,140,515,205)
